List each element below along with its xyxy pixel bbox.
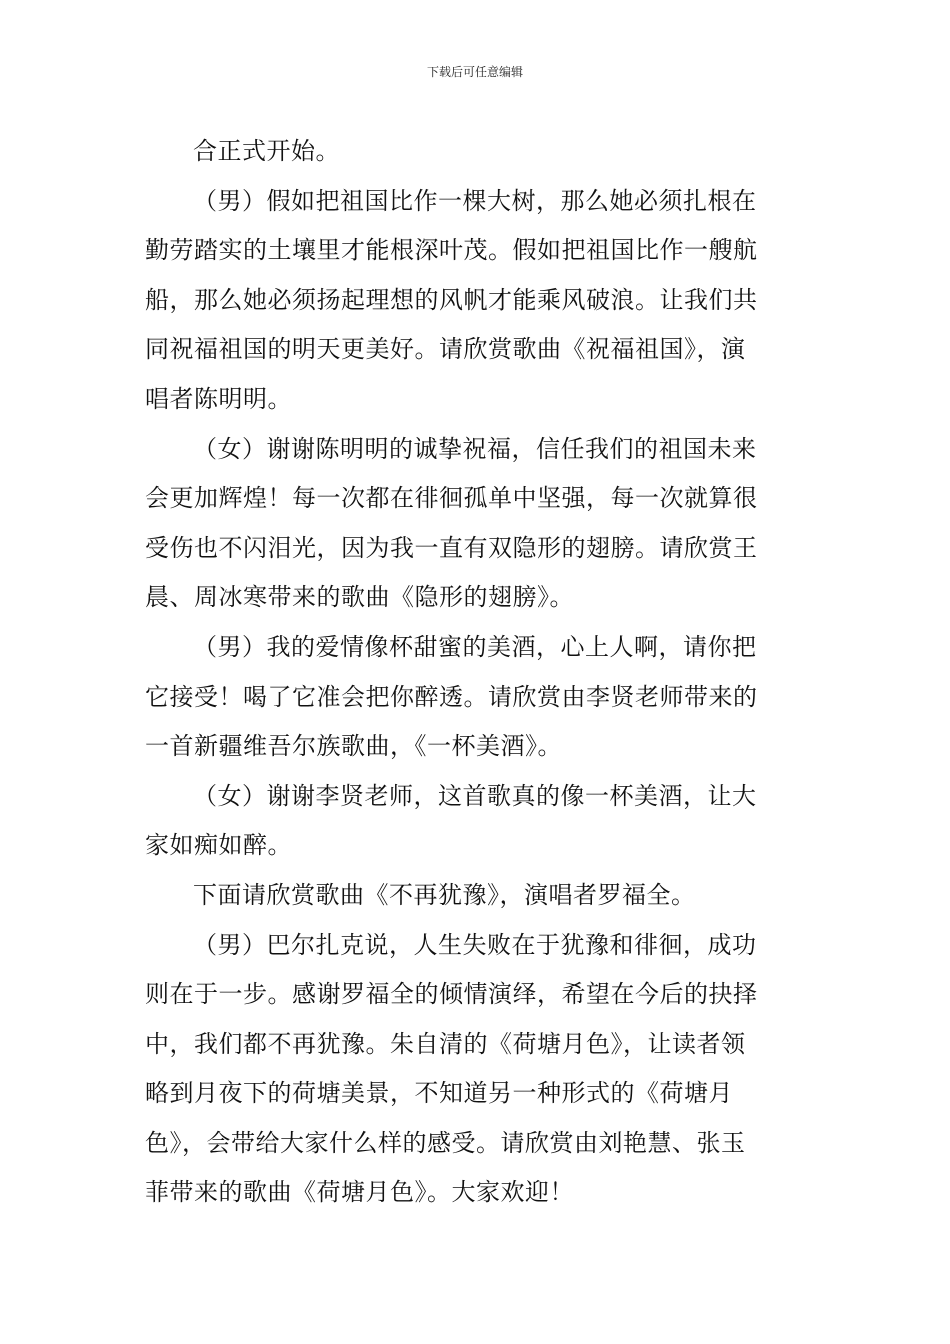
paragraph-3 [145, 425, 807, 623]
paragraph-2 [145, 177, 807, 425]
text-line: 一首新疆维吾尔族歌曲，《一杯美酒》。 [145, 732, 562, 761]
paragraph-4 [145, 623, 807, 772]
text-line: 勤劳踏实的土壤里才能根深叶茂。假如把祖国比作一艘航 [145, 236, 758, 265]
text-line: （女）谢谢李贤老师，这首歌真的像一杯美酒，让大 [193, 781, 757, 810]
text-line: 船，那么她必须扬起理想的风帆才能乘风破浪。让我们共 [145, 285, 758, 314]
text-line: 中，我们都不再犹豫。朱自清的《荷塘月色》，让读者领 [145, 1029, 746, 1058]
text-line: 下面请欣赏歌曲《不再犹豫》，演唱者罗福全。 [193, 880, 696, 909]
text-line: （男）假如把祖国比作一棵大树，那么她必须扎根在 [193, 186, 757, 215]
text-line: 同祝福祖国的明天更美好。请欣赏歌曲《祝福祖国》，演 [145, 335, 746, 364]
text-line: 略到月夜下的荷塘美景，不知道另一种形式的《荷塘月 [145, 1079, 733, 1108]
text-line: 会更加辉煌！每一次都在徘徊孤单中坚强，每一次就算很 [145, 484, 758, 513]
page-header: 下载后可任意编辑 [426, 65, 523, 79]
text-line: （男）我的爱情像杯甜蜜的美酒，心上人啊，请你把 [193, 632, 757, 661]
text-line: 家如痴如醉。 [145, 831, 292, 860]
text-line: 菲带来的歌曲《荷塘月色》。大家欢迎！ [145, 1178, 574, 1207]
text-line: （男）巴尔扎克说，人生失败在于犹豫和徘徊，成功 [193, 930, 757, 959]
paragraph-1 [145, 127, 807, 177]
paragraph-5 [145, 772, 807, 871]
text-line: 合正式开始。 [193, 137, 340, 165]
document-body [145, 127, 807, 1218]
text-line: 色》，会带给大家什么样的感受。请欣赏由刘艳慧、张玉 [145, 1128, 746, 1157]
text-line: 则在于一步。感谢罗福全的倾情演绎，希望在今后的抉择 [145, 980, 758, 1009]
text-line: 受伤也不闪泪光，因为我一直有双隐形的翅膀。请欣赏王 [145, 533, 758, 562]
text-line: 唱者陈明明。 [145, 384, 292, 413]
text-line: 它接受！喝了它准会把你醉透。请欣赏由李贤老师带来的 [145, 682, 758, 711]
text-line: 晨、周冰寒带来的歌曲《隐形的翅膀》。 [145, 583, 574, 612]
text-line: （女）谢谢陈明明的诚挚祝福，信任我们的祖国未来 [193, 434, 757, 463]
paragraph-7 [145, 921, 807, 1219]
paragraph-6 [145, 871, 807, 921]
